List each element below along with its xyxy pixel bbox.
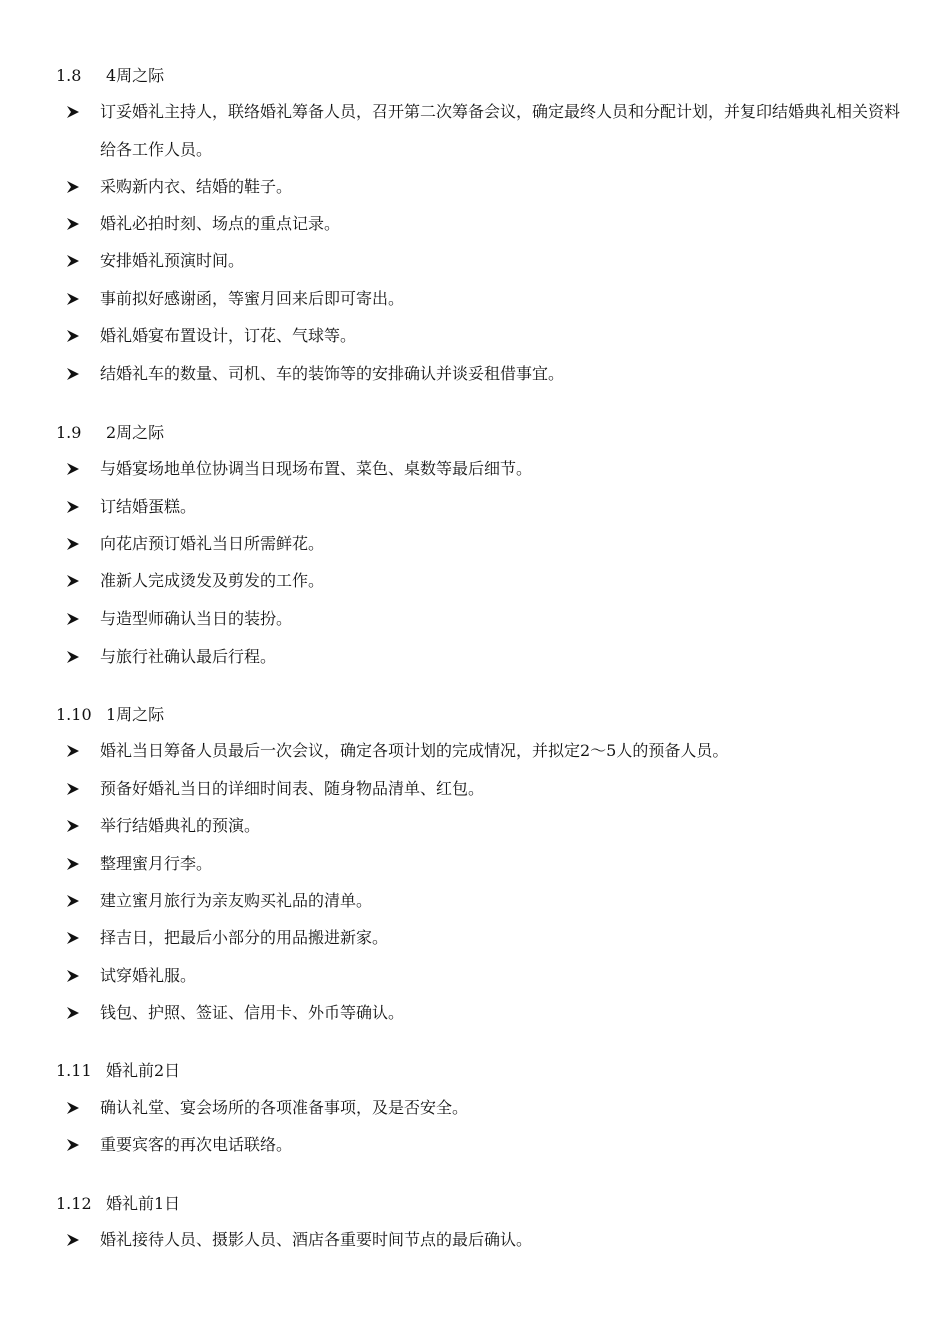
arrow-bullet-icon <box>66 534 80 554</box>
arrow-bullet-icon <box>66 1098 80 1118</box>
list-item-text: 向花店预订婚礼当日所需鲜花。 <box>100 534 325 553</box>
list-item <box>66 1133 906 1164</box>
section-title: 4周之际 <box>106 66 165 85</box>
arrow-bullet-icon <box>66 571 80 591</box>
list-item-text: 结婚礼车的数量、司机、车的装饰等的安排确认并谈妥租借事宜。 <box>100 364 565 383</box>
list-item-text: 试穿婚礼服。 <box>100 966 197 985</box>
list-item <box>66 212 906 243</box>
list-item <box>66 1001 906 1032</box>
list-item-text: 准新人完成烫发及剪发的工作。 <box>100 571 325 590</box>
section-heading <box>56 1192 180 1216</box>
list-item-text: 采购新内衣、结婚的鞋子。 <box>100 177 293 196</box>
list-item-text: 整理蜜月行李。 <box>100 854 213 873</box>
section-number: 1.9 <box>56 423 82 442</box>
list-item <box>66 739 906 770</box>
list-item-text: 婚礼当日筹备人员最后一次会议，确定各项计划的完成情况，并拟定2～5人的预备人员。 <box>100 741 729 760</box>
section-number: 1.8 <box>56 66 82 85</box>
list-item-text: 婚礼必拍时刻、场点的重点记录。 <box>100 214 341 233</box>
section-title: 婚礼前1日 <box>106 1194 181 1213</box>
arrow-bullet-icon <box>66 497 80 517</box>
arrow-bullet-icon <box>66 102 80 122</box>
list-item <box>66 287 906 318</box>
section-number: 1.12 <box>56 1194 92 1213</box>
section-number: 1.11 <box>56 1061 92 1080</box>
list-item <box>66 964 906 995</box>
section-heading <box>56 703 164 727</box>
arrow-bullet-icon <box>66 609 80 629</box>
list-item <box>66 889 906 920</box>
arrow-bullet-icon <box>66 251 80 271</box>
list-item <box>66 100 906 169</box>
list-item-text: 建立蜜月旅行为亲友购买礼品的清单。 <box>100 891 373 910</box>
list-item <box>66 532 906 563</box>
list-item <box>66 852 906 883</box>
list-item-text: 重要宾客的再次电话联络。 <box>100 1135 293 1154</box>
list-item <box>66 324 906 355</box>
arrow-bullet-icon <box>66 854 80 874</box>
list-item-text: 安排婚礼预演时间。 <box>100 251 245 270</box>
list-item <box>66 362 906 393</box>
arrow-bullet-icon <box>66 364 80 384</box>
list-item <box>66 645 906 676</box>
list-item-text: 择吉日，把最后小部分的用品搬进新家。 <box>100 928 389 947</box>
list-item <box>66 457 906 488</box>
list-item <box>66 607 906 638</box>
arrow-bullet-icon <box>66 177 80 197</box>
section-title: 1周之际 <box>106 705 165 724</box>
section-heading <box>56 64 164 88</box>
arrow-bullet-icon <box>66 928 80 948</box>
arrow-bullet-icon <box>66 289 80 309</box>
section-heading <box>56 1059 180 1083</box>
list-item-text: 与旅行社确认最后行程。 <box>100 647 277 666</box>
arrow-bullet-icon <box>66 741 80 761</box>
arrow-bullet-icon <box>66 891 80 911</box>
section-heading <box>56 421 164 445</box>
arrow-bullet-icon <box>66 459 80 479</box>
list-item <box>66 777 906 808</box>
list-item-text: 确认礼堂、宴会场所的各项准备事项，及是否安全。 <box>100 1098 469 1117</box>
section-title: 婚礼前2日 <box>106 1061 181 1080</box>
list-item-text: 与造型师确认当日的装扮。 <box>100 609 293 628</box>
list-item <box>66 249 906 280</box>
list-item-text: 婚礼婚宴布置设计，订花、气球等。 <box>100 326 357 345</box>
arrow-bullet-icon <box>66 214 80 234</box>
section-title: 2周之际 <box>106 423 165 442</box>
list-item <box>66 1096 906 1127</box>
list-item-text: 举行结婚典礼的预演。 <box>100 816 261 835</box>
arrow-bullet-icon <box>66 326 80 346</box>
list-item-text: 事前拟好感谢函，等蜜月回来后即可寄出。 <box>100 289 405 308</box>
list-item-text: 与婚宴场地单位协调当日现场布置、菜色、桌数等最后细节。 <box>100 459 533 478</box>
list-item-text: 订妥婚礼主持人，联络婚礼筹备人员，召开第二次筹备会议，确定最终人员和分配计划，并复印结婚典礼相关资料给各工作人员。 <box>100 102 901 159</box>
list-item <box>66 175 906 206</box>
list-item <box>66 569 906 600</box>
list-item <box>66 1228 906 1259</box>
arrow-bullet-icon <box>66 1230 80 1250</box>
arrow-bullet-icon <box>66 647 80 667</box>
arrow-bullet-icon <box>66 1135 80 1155</box>
arrow-bullet-icon <box>66 779 80 799</box>
list-item <box>66 926 906 957</box>
list-item-text: 婚礼接待人员、摄影人员、酒店各重要时间节点的最后确认。 <box>100 1230 533 1249</box>
arrow-bullet-icon <box>66 966 80 986</box>
section-number: 1.10 <box>56 705 92 724</box>
list-item <box>66 495 906 526</box>
arrow-bullet-icon <box>66 1003 80 1023</box>
list-item-text: 钱包、护照、签证、信用卡、外币等确认。 <box>100 1003 405 1022</box>
list-item-text: 订结婚蛋糕。 <box>100 497 197 516</box>
list-item-text: 预备好婚礼当日的详细时间表、随身物品清单、红包。 <box>100 779 485 798</box>
arrow-bullet-icon <box>66 816 80 836</box>
list-item <box>66 814 906 845</box>
